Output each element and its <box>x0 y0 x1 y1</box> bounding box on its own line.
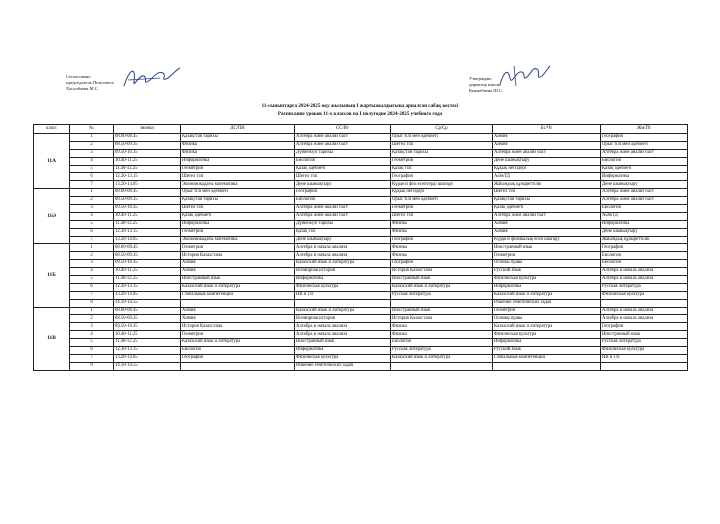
lesson-cell-mon: Экономикадағы математика <box>181 236 295 244</box>
table-row <box>34 260 688 268</box>
lesson-number: 4 <box>70 268 114 276</box>
lesson-cell-tue <box>295 299 391 307</box>
table-row <box>34 331 688 339</box>
lesson-cell-mon: Қазақ әдебиеті <box>181 212 295 220</box>
lesson-cell-mon: Информатика <box>181 220 295 228</box>
lesson-time: 10.40-11.25 <box>114 212 181 220</box>
lesson-time: 11.40-12.25 <box>114 276 181 284</box>
title-russian: Расписание уроков 11-х классов на I полугодие 2024-2025 учебного года <box>277 111 443 117</box>
lesson-cell-fri: Физическая культура <box>601 291 688 299</box>
lesson-cell-mon: Геометрия <box>181 228 295 236</box>
lesson-cell-tue: Решение генетических задач <box>295 362 391 370</box>
lesson-cell-mon: Информатика <box>181 157 295 165</box>
lesson-cell-fri: Русская литература <box>601 283 688 291</box>
lesson-cell-fri: География <box>601 323 688 331</box>
title-kazakh: 11-сыныптарға 2024-2025 оқу жылының I жартыжылдығына арналған сабақ кестесі <box>261 103 459 109</box>
lesson-cell-fri: География <box>601 134 688 142</box>
lesson-cell-wed: История Казахстана <box>391 268 493 276</box>
lesson-cell-tue: Алгебра и начала анализа <box>295 244 391 252</box>
lesson-cell-tue: География <box>295 189 391 197</box>
header-class: класс <box>34 125 70 134</box>
lesson-cell-wed: Орыс тілі мен әдебиеті <box>391 197 493 205</box>
header-row <box>34 125 688 134</box>
table-row <box>34 315 688 323</box>
lesson-cell-wed: Физика <box>391 252 493 260</box>
lesson-time: 10.40-11.25 <box>114 268 181 276</box>
lesson-cell-thu: Қазақ әдебиеті <box>493 205 601 213</box>
lesson-number: 2 <box>70 315 114 323</box>
lesson-cell-thu: Алгебра және анализ баст <box>493 149 601 157</box>
class-label: 11В <box>34 307 70 370</box>
lesson-cell-fri: Алгебра и начала анализа <box>601 315 688 323</box>
header-wednesday: Ср/Ср <box>391 125 493 134</box>
lesson-number: 6 <box>70 283 114 291</box>
lesson-cell-tue: Дүниежүзі тарихы <box>295 149 391 157</box>
class-label: 11А <box>34 134 70 189</box>
lesson-cell-mon: Физика <box>181 141 295 149</box>
lesson-cell-mon: Биология <box>181 347 295 355</box>
lesson-cell-tue: НВ и ТП <box>295 291 391 299</box>
lesson-time: 11.40-12.25 <box>114 220 181 228</box>
approval-right-position: директор школы <box>469 82 502 88</box>
lesson-cell-mon: Шетел тілі <box>181 173 295 181</box>
lesson-number: 3 <box>70 149 114 157</box>
lesson-time: 12.30-13.15 <box>114 173 181 181</box>
lesson-cell-tue: Казахский язык и литература <box>295 260 391 268</box>
lesson-number: 2 <box>70 252 114 260</box>
lesson-cell-mon: Казахский язык и литература <box>181 283 295 291</box>
lesson-cell-tue: Биология <box>295 157 391 165</box>
schedule-body <box>34 134 688 371</box>
approval-left <box>66 74 114 93</box>
lesson-number: 5 <box>70 220 114 228</box>
table-row <box>34 362 688 370</box>
lesson-number: 3 <box>70 205 114 213</box>
lesson-cell-mon: Экономикадағы математика <box>181 181 295 189</box>
lesson-cell-fri: Биология <box>601 205 688 213</box>
lesson-cell-fri: Биология <box>601 252 688 260</box>
lesson-number: 5 <box>70 276 114 284</box>
lesson-cell-wed <box>391 362 493 370</box>
table-row <box>34 165 688 173</box>
lesson-number: 7 <box>70 236 114 244</box>
lesson-time: 12.30-13.15 <box>114 228 181 236</box>
lesson-cell-thu: Химия <box>493 134 601 142</box>
lesson-number: 4 <box>70 331 114 339</box>
table-row <box>34 197 688 205</box>
lesson-cell-mon: Химия <box>181 307 295 315</box>
header-num: № <box>70 125 114 134</box>
lesson-time: 10.40-11.25 <box>114 157 181 165</box>
table-row <box>34 339 688 347</box>
lesson-cell-fri: Орыс тілі мен әдебиеті <box>601 141 688 149</box>
lesson-cell-fri: Биология <box>601 157 688 165</box>
lesson-cell-fri: Алгебра и начала анализа <box>601 268 688 276</box>
lesson-number: 1 <box>70 307 114 315</box>
table-row <box>34 244 688 252</box>
lesson-cell-wed: История Казахстана <box>391 315 493 323</box>
lesson-number: 8 <box>70 362 114 370</box>
lesson-cell-mon: История Казахстана <box>181 252 295 260</box>
lesson-cell-tue: Алгебра және анализ баст <box>295 134 391 142</box>
table-row <box>34 189 688 197</box>
lesson-cell-wed: Русская литература <box>391 291 493 299</box>
lesson-cell-tue: Физическая культура <box>295 283 391 291</box>
lesson-cell-fri: АӘжТД <box>601 212 688 220</box>
lesson-cell-thu: Информатика <box>493 339 601 347</box>
lesson-cell-thu: Глобальные компетенции <box>493 354 601 362</box>
lesson-cell-wed <box>391 299 493 307</box>
table-row <box>34 268 688 276</box>
lesson-cell-wed: Геометрия <box>391 157 493 165</box>
lesson-cell-mon <box>181 362 295 370</box>
lesson-cell-thu: Основы права <box>493 315 601 323</box>
lesson-cell-tue: Информатика <box>295 276 391 284</box>
table-row <box>34 134 688 142</box>
lesson-time: 10.40-11.25 <box>114 331 181 339</box>
document-titles <box>0 102 720 118</box>
lesson-cell-thu: Казахский язык и литература <box>493 291 601 299</box>
lesson-cell-fri <box>601 299 688 307</box>
lesson-cell-thu: Основы права <box>493 260 601 268</box>
lesson-cell-thu: Геометрия <box>493 307 601 315</box>
lesson-cell-wed: Қазақ тілі <box>391 165 493 173</box>
lesson-cell-wed: Физика <box>391 228 493 236</box>
lesson-cell-mon: Физика <box>181 149 295 157</box>
lesson-cell-tue: Информатика <box>295 347 391 355</box>
lesson-time: 08.00-08.45 <box>114 244 181 252</box>
lesson-cell-mon: Казахский язык и литература <box>181 339 295 347</box>
lesson-time: 13.20-14.05 <box>114 236 181 244</box>
table-row <box>34 173 688 181</box>
table-row <box>34 252 688 260</box>
lesson-cell-thu: Геометрия <box>493 252 601 260</box>
lesson-cell-tue: Шетел тілі <box>295 173 391 181</box>
lesson-cell-fri: Алгебра и начала анализа <box>601 307 688 315</box>
lesson-cell-wed: Күрделі физ есептерді шығару <box>391 181 493 189</box>
lesson-time: 09.50-10.35 <box>114 323 181 331</box>
table-row <box>34 212 688 220</box>
lesson-time: 08.50-09.35 <box>114 315 181 323</box>
lesson-cell-fri: Русская литература <box>601 339 688 347</box>
lesson-cell-thu: Физическая культура <box>493 276 601 284</box>
lesson-cell-tue: Физическая культура <box>295 354 391 362</box>
table-row <box>34 291 688 299</box>
lesson-number: 1 <box>70 189 114 197</box>
schedule-table <box>33 124 688 371</box>
table-row <box>34 228 688 236</box>
table-row <box>34 149 688 157</box>
lesson-cell-thu: Қазақстан тарихы <box>493 197 601 205</box>
class-label: 11Б <box>34 244 70 307</box>
lesson-cell-tue: Алгебра және анализ баст <box>295 141 391 149</box>
lesson-number: 5 <box>70 165 114 173</box>
approval-left-position: председатель Попсовета <box>66 80 114 86</box>
lesson-number: 6 <box>70 173 114 181</box>
lesson-cell-tue: Всемирная история <box>295 268 391 276</box>
lesson-cell-wed: Физика <box>391 220 493 228</box>
lesson-cell-mon: Қазақстан тарихы <box>181 197 295 205</box>
approval-right-title: Утверждаю <box>469 76 492 81</box>
right-signature <box>496 62 552 90</box>
table-row <box>34 347 688 355</box>
lesson-number: 1 <box>70 244 114 252</box>
lesson-cell-tue: Биология <box>295 197 391 205</box>
lesson-cell-wed: Биология <box>391 339 493 347</box>
lesson-time: 08.50-09.35 <box>114 141 181 149</box>
lesson-time: 09.50-10.35 <box>114 260 181 268</box>
lesson-cell-mon: Иностранный язык <box>181 276 295 284</box>
lesson-cell-wed: Геометрия <box>391 205 493 213</box>
table-row <box>34 276 688 284</box>
header-thursday: Бс/Чт <box>493 125 601 134</box>
lesson-cell-fri <box>601 362 688 370</box>
lesson-cell-wed: География <box>391 173 493 181</box>
lesson-cell-fri: Алгебра және анализ баст <box>601 189 688 197</box>
table-row <box>34 236 688 244</box>
lesson-cell-fri: Информатика <box>601 173 688 181</box>
lesson-cell-wed: География <box>391 236 493 244</box>
lesson-cell-fri: Алгебра и начала анализа <box>601 276 688 284</box>
table-row <box>34 181 688 189</box>
lesson-number: 8 <box>70 299 114 307</box>
lesson-cell-tue: Всемирная история <box>295 315 391 323</box>
lesson-cell-fri: Иностранный язык <box>601 331 688 339</box>
lesson-cell-thu: Дене шынықтыру <box>493 157 601 165</box>
lesson-cell-thu: Химия <box>493 141 601 149</box>
lesson-cell-mon: Химия <box>181 260 295 268</box>
lesson-cell-fri: География <box>601 244 688 252</box>
lesson-cell-wed: Иностранный язык <box>391 307 493 315</box>
lesson-cell-fri: Информатика <box>601 220 688 228</box>
lesson-cell-thu: Физическая культура <box>493 331 601 339</box>
lesson-time: 09.50-10.35 <box>114 205 181 213</box>
header-friday: Жм/Пт <box>601 125 688 134</box>
lesson-cell-mon: Химия <box>181 268 295 276</box>
lesson-cell-tue: Дене шынықтыру <box>295 236 391 244</box>
lesson-cell-thu: Шетел тілі <box>493 189 601 197</box>
lesson-cell-mon: Қазақстан тарихы <box>181 134 295 142</box>
lesson-cell-wed: Орыс тілі мен әдебиеті <box>391 134 493 142</box>
lesson-cell-fri: Алгебра және анализ баст <box>601 149 688 157</box>
lesson-time: 12.30-13.15 <box>114 347 181 355</box>
lesson-time: 13.20-14.05 <box>114 291 181 299</box>
lesson-time: 13.20-14.05 <box>114 181 181 189</box>
table-row <box>34 220 688 228</box>
lesson-cell-thu: Казахский язык и литература <box>493 323 601 331</box>
table-row <box>34 307 688 315</box>
table-row <box>34 283 688 291</box>
lesson-cell-wed: Шетел тілі <box>391 212 493 220</box>
lesson-cell-wed: Шетел тілі <box>391 141 493 149</box>
lesson-cell-thu: АӘжТД <box>493 173 601 181</box>
lesson-cell-tue: Қазақ тілі <box>295 228 391 236</box>
lesson-time: 11.40-12.25 <box>114 165 181 173</box>
lesson-cell-fri: НВ и ТП <box>601 354 688 362</box>
lesson-cell-thu: Алгебра және анализ баст <box>493 212 601 220</box>
header-tuesday: СС/Вт <box>295 125 391 134</box>
table-row <box>34 157 688 165</box>
lesson-time: 12.30-13.15 <box>114 283 181 291</box>
lesson-cell-mon: Геометрия <box>181 331 295 339</box>
lesson-cell-mon: Глобальные компетенции <box>181 291 295 299</box>
lesson-time: 08.00-08.45 <box>114 307 181 315</box>
lesson-time: 11.40-12.25 <box>114 339 181 347</box>
lesson-cell-wed: Казахский язык и литература <box>391 283 493 291</box>
lesson-cell-wed: География <box>391 260 493 268</box>
lesson-time: 13.20-14.05 <box>114 354 181 362</box>
lesson-cell-mon: История Казахстана <box>181 323 295 331</box>
lesson-cell-thu <box>493 362 601 370</box>
lesson-number: 5 <box>70 339 114 347</box>
lesson-cell-mon: География <box>181 354 295 362</box>
lesson-number: 3 <box>70 260 114 268</box>
lesson-cell-mon: Геометрия <box>181 165 295 173</box>
lesson-time: 08.00-08.45 <box>114 134 181 142</box>
lesson-cell-wed: Физика <box>391 244 493 252</box>
table-row <box>34 205 688 213</box>
lesson-time: 08.00-08.45 <box>114 189 181 197</box>
approval-left-title: Согласовано <box>66 74 91 79</box>
lesson-time: 14.10-14.55 <box>114 299 181 307</box>
left-signature <box>120 62 182 94</box>
lesson-cell-tue: Алгебра және анализ баст <box>295 205 391 213</box>
lesson-cell-tue: Иностранный язык <box>295 339 391 347</box>
lesson-number: 6 <box>70 228 114 236</box>
lesson-cell-fri: Физическая культура <box>601 347 688 355</box>
lesson-number: 4 <box>70 212 114 220</box>
lesson-time: 14.10-14.55 <box>114 362 181 370</box>
lesson-number: 2 <box>70 197 114 205</box>
lesson-cell-tue: Алгебра және анализ баст <box>295 212 391 220</box>
header-monday: ДС/ПН <box>181 125 295 134</box>
lesson-cell-mon: Геометрия <box>181 244 295 252</box>
lesson-cell-tue: Алгебра и начала анализа <box>295 331 391 339</box>
lesson-cell-thu: Иностранный язык <box>493 244 601 252</box>
lesson-cell-thu: Русский язык <box>493 268 601 276</box>
lesson-cell-fri: Дене шынықтыру <box>601 228 688 236</box>
lesson-cell-thu: Информатика <box>493 283 601 291</box>
approval-left-person: Хасалбаева М.С. <box>66 86 99 92</box>
lesson-number: 1 <box>70 134 114 142</box>
table-row <box>34 299 688 307</box>
lesson-cell-thu: Русский язык <box>493 347 601 355</box>
lesson-number: 3 <box>70 323 114 331</box>
lesson-cell-fri: Жаһандық құзыреттілік <box>601 236 688 244</box>
lesson-cell-thu: Күрделі физикалық есеп шығару <box>493 236 601 244</box>
lesson-cell-mon: Химия <box>181 315 295 323</box>
lesson-cell-tue: Қазақ әдебиеті <box>295 165 391 173</box>
approval-right-person: Кенжебаева Ш.С. <box>469 88 504 94</box>
lesson-cell-wed: Физика <box>391 323 493 331</box>
lesson-time: 08.50-09.35 <box>114 252 181 260</box>
table-row <box>34 141 688 149</box>
lesson-cell-wed: Казахский язык и литература <box>391 354 493 362</box>
lesson-cell-fri: Биология <box>601 260 688 268</box>
lesson-cell-fri: Қазақ әдебиеті <box>601 165 688 173</box>
lesson-cell-wed: Құқық негіздері <box>391 189 493 197</box>
lesson-number: 7 <box>70 354 114 362</box>
lesson-cell-thu: Химия <box>493 220 601 228</box>
lesson-cell-tue: Алгебра и начала анализа <box>295 252 391 260</box>
lesson-number: 7 <box>70 181 114 189</box>
lesson-cell-fri: Дене шынықтыру <box>601 181 688 189</box>
lesson-cell-tue: Дүниежүзі тарихы <box>295 220 391 228</box>
lesson-cell-wed: Иностранный язык <box>391 276 493 284</box>
lesson-number: 2 <box>70 141 114 149</box>
lesson-number: 4 <box>70 157 114 165</box>
lesson-cell-tue: Казахский язык и литература <box>295 307 391 315</box>
lesson-time: 09.50-10.35 <box>114 149 181 157</box>
table-row <box>34 323 688 331</box>
lesson-time: 08.50-09.35 <box>114 197 181 205</box>
lesson-cell-thu: Құқық негіздері <box>493 165 601 173</box>
lesson-cell-tue: Алгебра и начала анализа <box>295 323 391 331</box>
lesson-cell-tue: Дене шынықтыру <box>295 181 391 189</box>
lesson-number: 6 <box>70 347 114 355</box>
header-time: звонки <box>114 125 181 134</box>
lesson-cell-mon: Шетел тілі <box>181 205 295 213</box>
lesson-cell-wed: Физика <box>391 331 493 339</box>
table-row <box>34 354 688 362</box>
lesson-cell-wed: Қазақстан тарихы <box>391 149 493 157</box>
class-label: 11Ә <box>34 189 70 244</box>
lesson-cell-thu: Жаһандық құзыреттілік <box>493 181 601 189</box>
lesson-cell-wed: Русская литература <box>391 347 493 355</box>
lesson-cell-mon <box>181 299 295 307</box>
lesson-cell-fri: Алгебра және анализ баст <box>601 197 688 205</box>
lesson-cell-thu: Химия <box>493 228 601 236</box>
lesson-cell-thu: Решение генетических задач <box>493 299 601 307</box>
lesson-number: 7 <box>70 291 114 299</box>
lesson-cell-mon: Орыс тілі мен әдебиеті <box>181 189 295 197</box>
